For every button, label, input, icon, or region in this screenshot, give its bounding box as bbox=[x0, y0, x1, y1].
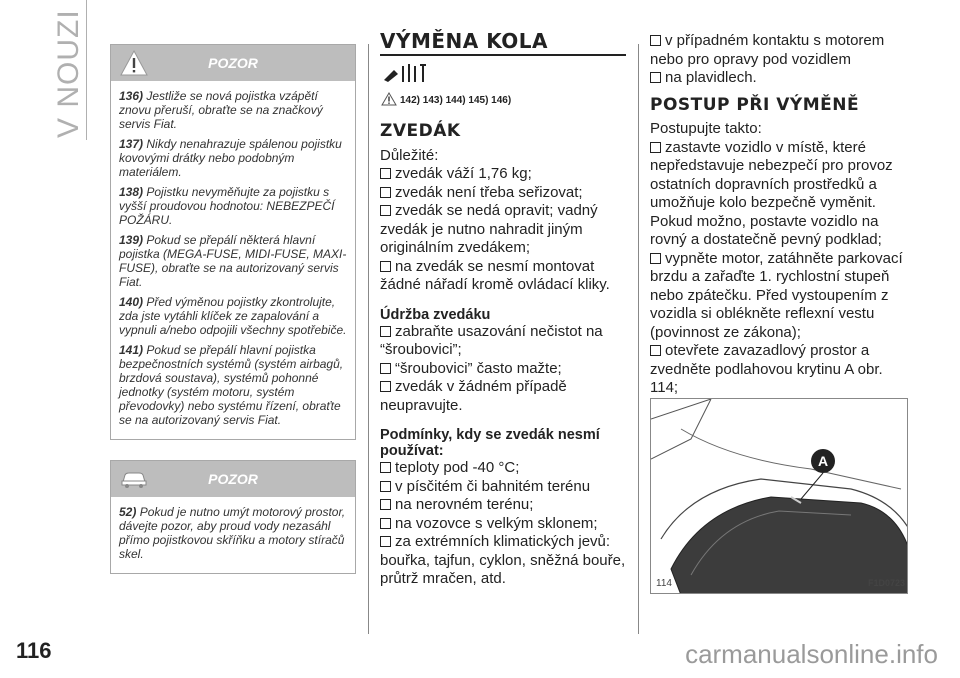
checkbox-bullet-icon bbox=[380, 536, 391, 547]
warning-title: POZOR bbox=[208, 471, 258, 487]
warning-item: 141) Pokud se přepálí hlavní pojistka bezpečnostních systémů (systém airbagů, brzdová soustava), systémů pohonné jednotky (systém motoru, systém převodovky) nebo systému řízení, obraťte se na autorizovaný servis Fiat. bbox=[119, 343, 344, 427]
checkbox-bullet-icon bbox=[380, 499, 391, 510]
list-item: na nerovném terénu; bbox=[380, 496, 628, 515]
step-item: otevřete zavazadlový prostor a zvedněte podlahovou krytinu A obr. 114; bbox=[650, 342, 883, 396]
list-item: na vozovce s velkým sklonem; bbox=[380, 515, 628, 534]
warning-header bbox=[111, 45, 355, 81]
checkbox-bullet-icon bbox=[650, 345, 661, 356]
checkbox-bullet-icon bbox=[380, 462, 391, 473]
warning-item: 140) Před výměnou pojistky zkontrolujte, zda jste vytáhli klíček ze zapalování a vypnuli a/nebo odpojili všechny spotřebiče. bbox=[119, 295, 347, 337]
column-divider-1 bbox=[368, 44, 369, 634]
figure-code: F1D0723 bbox=[868, 578, 906, 588]
warning-header bbox=[111, 461, 355, 497]
list-item: na plavidlech. bbox=[650, 69, 912, 88]
trunk-illustration bbox=[651, 399, 908, 594]
watermark-text: carmanualsonline.info bbox=[685, 639, 938, 669]
checkbox-bullet-icon bbox=[380, 381, 391, 392]
list-item: za extrémních klimatických jevů: bouřka, tajfun, cyklon, sněžná bouře, průtrž mračen, atd. bbox=[380, 533, 626, 587]
list-item: teploty pod -40 °C; bbox=[380, 459, 628, 478]
figure-label-a: A bbox=[817, 453, 829, 469]
intro-text: Důležité: bbox=[380, 146, 439, 164]
checkbox-bullet-icon bbox=[380, 187, 391, 198]
column-2 bbox=[380, 29, 628, 53]
section-divider bbox=[86, 0, 87, 140]
warning-body bbox=[111, 497, 355, 573]
checkbox-bullet-icon bbox=[650, 35, 661, 46]
section-tab bbox=[52, 9, 85, 138]
figure-trunk bbox=[650, 398, 908, 594]
list-item: zvedák se nedá opravit; vadný zvedák je nutno nahradit jiným originálním zvedákem; bbox=[380, 202, 598, 256]
page-number: 116 bbox=[16, 638, 52, 663]
list-item: zvedák není třeba seřizovat; bbox=[380, 184, 628, 203]
warning-item: 138) Pojistku nevyměňujte za pojistku s vyšší proudovou hodnotou: NEBEZPEČÍ POŽÁRU. bbox=[119, 185, 335, 227]
heading-rule bbox=[380, 54, 626, 56]
jack-tool-icon bbox=[382, 62, 430, 84]
warning-item: 52) Pokud je nutno umýt motorový prostor, dávejte pozor, aby proud vody nezasáhl přímo pojistkovou skříňku a motory stíračů skel. bbox=[119, 505, 346, 561]
checkbox-bullet-icon bbox=[380, 326, 391, 337]
checkbox-bullet-icon bbox=[380, 518, 391, 529]
checkbox-bullet-icon bbox=[380, 168, 391, 179]
list-item: v písčitém či bahnitém terénu bbox=[380, 478, 628, 497]
checkbox-bullet-icon bbox=[380, 481, 391, 492]
list-item: zvedák v žádném případě neupravujte. bbox=[380, 378, 567, 414]
warning-title: POZOR bbox=[208, 55, 258, 71]
warning-item: 136) Jestliže se nová pojistka vzápětí znovu přeruší, obraťte se na značkový servis Fiat. bbox=[119, 89, 323, 131]
list-item: zvedák váží 1,76 kg; bbox=[380, 165, 628, 184]
checkbox-bullet-icon bbox=[380, 261, 391, 272]
column-3 bbox=[650, 32, 912, 398]
checkbox-bullet-icon bbox=[380, 205, 391, 216]
subheading: Údržba zvedáku bbox=[380, 306, 491, 323]
list-item: v případném kontaktu s motorem nebo pro opravy pod vozidlem bbox=[650, 32, 885, 68]
step-item: zastavte vozidlo v místě, které nepředstavuje nebezpečí pro provoz ostatních dopravních prostředků a umožňuje kolo bezpečně vyměnit. Pokud možno, postavte vozidlo na rovný a dostatečně pevný podklad; bbox=[650, 138, 893, 248]
checkbox-bullet-icon bbox=[650, 142, 661, 153]
warning-triangle-icon bbox=[381, 92, 397, 106]
subheading: Podmínky, kdy se zvedák nesmí používat: bbox=[380, 427, 600, 459]
checkbox-bullet-icon bbox=[380, 363, 391, 374]
list-item: zabraňte usazování nečistot na “šroubovici”; bbox=[380, 322, 603, 358]
warning-box-2 bbox=[110, 460, 356, 574]
warning-refs: 142) 143) 144) 145) 146) bbox=[400, 95, 512, 106]
list-item: na zvedák se nesmí montovat žádné nářadí kromě ovládací kliky. bbox=[380, 257, 610, 293]
column-divider-2 bbox=[638, 44, 639, 634]
warning-item: 139) Pokud se přepálí některá hlavní pojistka (MEGA-FUSE, MIDI-FUSE, MAXI-FUSE), obraťte se na autorizovaný servis Fiat. bbox=[119, 233, 347, 289]
warning-item: 137) Nikdy nenahrazuje spálenou pojistku kovovými drátky nebo podobným materiálem. bbox=[119, 137, 342, 179]
checkbox-bullet-icon bbox=[650, 253, 661, 264]
subsection-heading: ZVEDÁK bbox=[380, 121, 461, 141]
warning-body bbox=[111, 81, 355, 439]
step-item: vypněte motor, zatáhněte parkovací brzdu a zařaďte 1. rychlostní stupeň nebo zpátečku. Před vystoupením z vozidla si oblékněte reflexní vestu (povinnost ze zákona); bbox=[650, 249, 903, 341]
intro-text: Postupujte takto: bbox=[650, 120, 762, 137]
list-item: “šroubovici” často mažte; bbox=[380, 360, 628, 379]
figure-number: 114 bbox=[656, 578, 672, 589]
subsection-heading: POSTUP PŘI VÝMĚNĚ bbox=[650, 94, 860, 115]
section-heading: VÝMĚNA KOLA bbox=[380, 29, 549, 53]
column-2-body bbox=[380, 122, 628, 589]
warning-box-1 bbox=[110, 44, 356, 440]
section-title: V NOUZI bbox=[52, 9, 85, 138]
checkbox-bullet-icon bbox=[650, 72, 661, 83]
